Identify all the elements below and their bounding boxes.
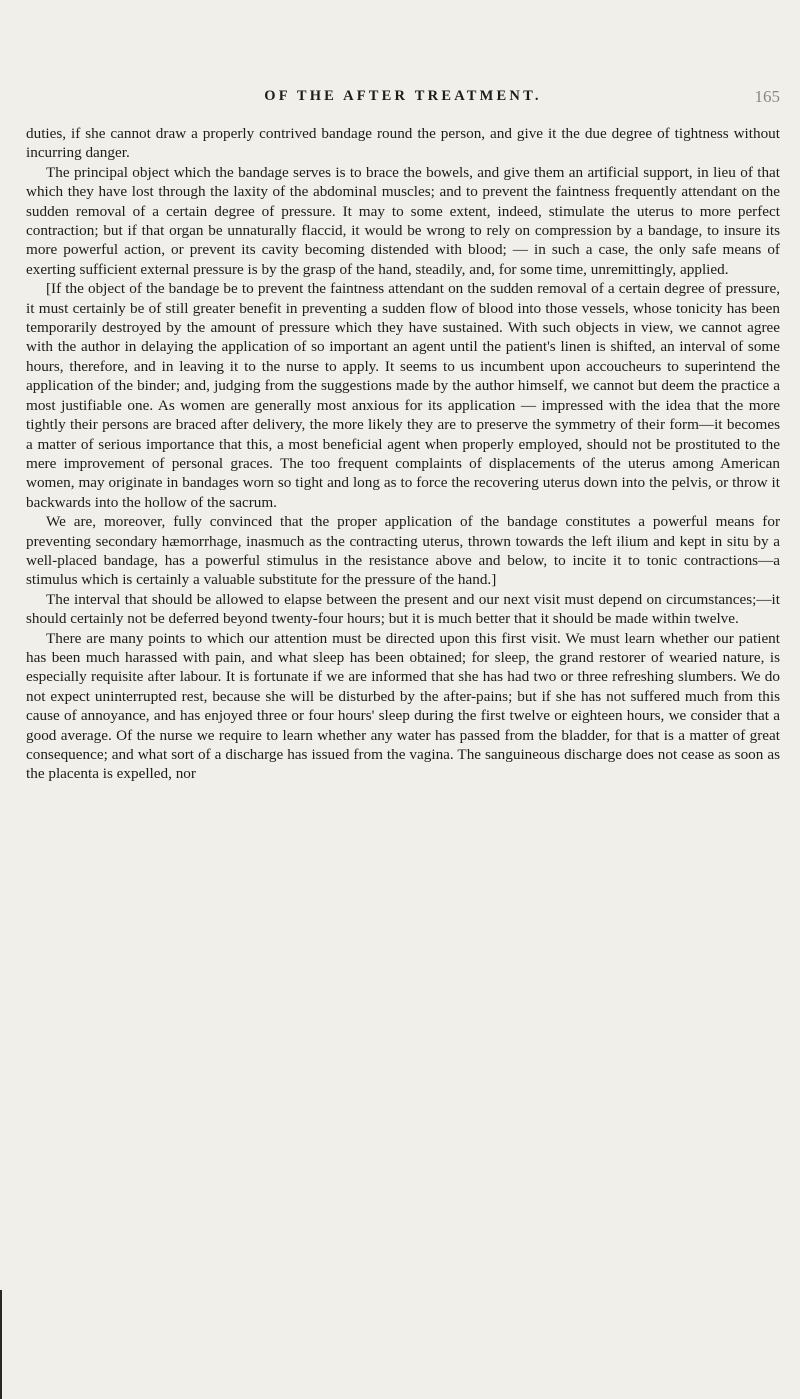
paragraph-editor-note: [If the object of the bandage be to prevent the faintness attendant on the sudden removal of a certain degree of pressure, it must certainly be of still greater benefit in preventing a sudden flow of blood into those vessels, whose tonicity has been temporarily destroyed by the amount of pressure which they have sustained. With such objects in view, we cannot agree with the author in delaying the application of so important an agent until the patient's linen is shifted, an interval of some hours, therefore, and in leaving it to the nurse to apply. It seems to us incumbent upon accoucheurs to superintend the application of the binder; and, judging from the suggestions made by the author himself, we cannot but deem the practice a most justifiable one. As women are generally most anxious for its application — impressed with the idea that the more tightly their persons are braced after delivery, the more likely they are to preserve the symmetry of their form—it becomes a matter of serious importance that this, a most beneficial agent when properly employed, should not be prostituted to the mere improvement of personal graces. The too frequent complaints of displacements of the uterus among American women, may originate in bandages worn so tight and long as to force the recovering uterus down into the pelvis, or throw it backwards into the hollow of the sacrum. [26, 280, 780, 511]
paragraph-first-visit: There are many points to which our attention must be directed upon this first visit. We must learn whether our patient has been much harassed with pain, and what sleep has been obtained; for sleep, the grand restorer of wearied nature, is especially requisite after labour. It is fortunate if we are informed that she has had two or three refreshing slumbers. We do not expect uninterrupted rest, because she will be disturbed by the after-pains; but if she has not suffered much from this cause of annoyance, and has enjoyed three or four hours' sleep during the first twelve or eighteen hours, we consider that a good average. Of the nurse we require to learn whether any water has passed from the bladder, for that is a matter of great consequence; and what sort of a discharge has issued from the vagina. The sanguineous discharge does not cease as soon as the placenta is expelled, nor [26, 629, 780, 783]
paragraph-bandage-object: The principal object which the bandage serves is to brace the bowels, and give them an artificial support, in lieu of that which they have lost through the laxity of the abdominal muscles; and to prevent the faintness frequently attendant on the sudden removal of a certain degree of pressure. It may to some extent, indeed, stimulate the uterus to more perfect contraction; but if that organ be unnaturally flaccid, it would be wrong to rely on compression by a bandage, to insure its more powerful action, or prevent its cavity becoming distended with blood; — in such a case, the only safe means of exerting sufficient external pressure is by the grasp of the hand, steadily, and, for some time, unremittingly, applied. [26, 163, 780, 278]
paragraph-continuation: duties, if she cannot draw a properly contrived bandage round the person, and give it the due degree of tightness without incurring danger. [26, 125, 780, 162]
running-head [26, 88, 780, 110]
paragraph-visit-interval: The interval that should be allowed to elapse between the present and our next visit must depend on circumstances;—it should certainly not be deferred beyond twenty-four hours; but it is much better that it should be made within twelve. [26, 590, 780, 628]
running-title: OF THE AFTER TREATMENT. [264, 88, 542, 104]
body-text [26, 124, 780, 784]
page-number: 165 [754, 87, 780, 106]
paragraph-secondary-haemorrhage: We are, moreover, fully convinced that the proper application of the bandage constitutes a powerful means for preventing secondary hæmorrhage, inasmuch as the contracting uterus, thrown towards the left ilium and kept in situ by a well-placed bandage, has a powerful stimulus in the resistance above and below, to incite it to tonic contractions—a stimulus which is certainly a valuable substitute for the pressure of the hand.] [26, 513, 780, 589]
gutter-edge-line [0, 1290, 2, 1399]
